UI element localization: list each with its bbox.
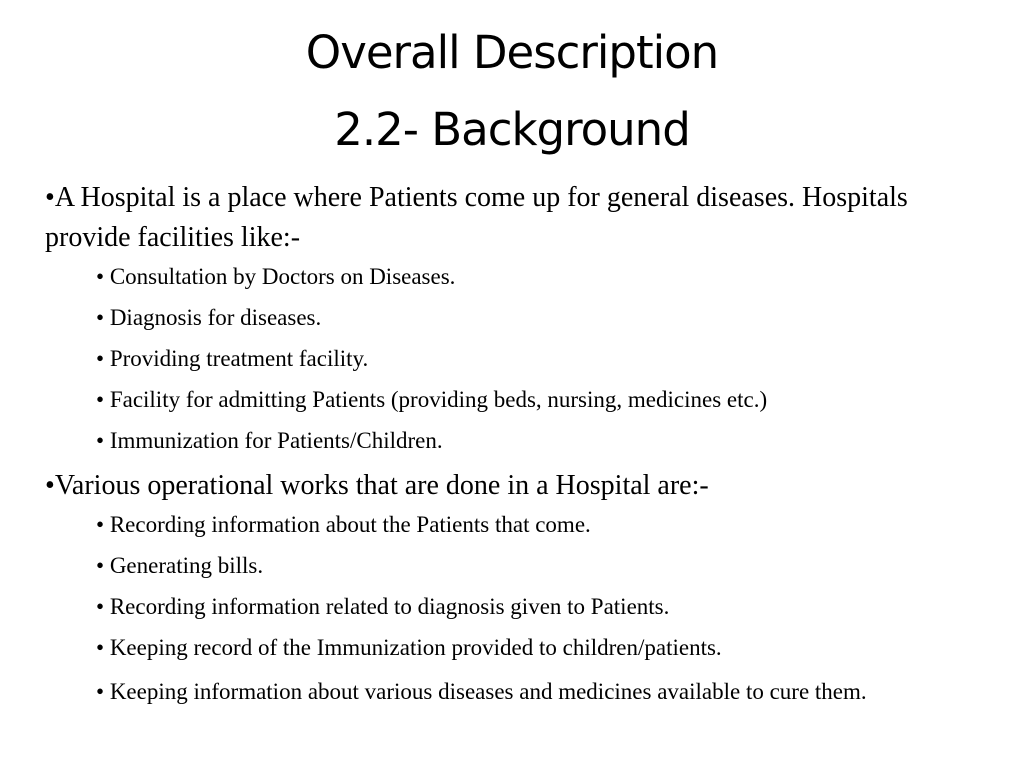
sub-bullet-marker: • bbox=[96, 264, 105, 289]
bullet-marker: • bbox=[45, 182, 55, 213]
sub-bullet-diagnosis bbox=[96, 301, 981, 335]
sub-bullet-text: Providing treatment facility. bbox=[109, 346, 369, 371]
sub-bullet-marker: • bbox=[96, 305, 105, 330]
slide-title-block bbox=[0, 14, 1024, 169]
sub-bullet-admitting bbox=[96, 383, 981, 417]
sub-bullet-text: Diagnosis for diseases. bbox=[109, 305, 322, 330]
sub-bullet-marker: • bbox=[96, 679, 105, 704]
sub-bullet-text: Keeping information about various diseases and medicines available to cure them. bbox=[109, 679, 867, 704]
sub-bullet-text: Facility for admitting Patients (providing beds, nursing, medicines etc.) bbox=[109, 387, 768, 412]
sub-bullet-immunization bbox=[96, 424, 981, 458]
sub-bullet-text: Consultation by Doctors on Diseases. bbox=[109, 264, 456, 289]
sub-bullet-disease-medicine-info bbox=[96, 675, 981, 709]
sub-bullet-marker: • bbox=[96, 553, 105, 578]
sub-bullet-marker: • bbox=[96, 428, 105, 453]
slide-subtitle: 2.2- Background bbox=[334, 103, 690, 157]
sub-bullet-marker: • bbox=[96, 346, 105, 371]
sub-bullet-text: Keeping record of the Immunization provided to children/patients. bbox=[109, 635, 722, 660]
bullet-operational-works bbox=[45, 466, 995, 506]
sub-bullet-text: Recording information about the Patients that come. bbox=[109, 512, 591, 537]
sub-bullet-recording-patients bbox=[96, 508, 981, 542]
sub-bullet-consultation bbox=[96, 260, 981, 294]
sub-bullet-recording-diagnosis bbox=[96, 590, 981, 624]
sub-bullet-text: Generating bills. bbox=[109, 553, 264, 578]
slide-body bbox=[45, 178, 995, 716]
bullet-text: Various operational works that are done in a Hospital are:- bbox=[54, 470, 709, 501]
sub-bullet-treatment bbox=[96, 342, 981, 376]
sub-bullet-marker: • bbox=[96, 512, 105, 537]
slide-title: Overall Description bbox=[305, 26, 719, 79]
bullet-hospital-definition bbox=[45, 178, 995, 258]
sub-bullet-text: Recording information related to diagnosis given to Patients. bbox=[109, 594, 670, 619]
sub-bullet-marker: • bbox=[96, 387, 105, 412]
sub-bullet-text: Immunization for Patients/Children. bbox=[109, 428, 443, 453]
sub-bullet-immunization-record bbox=[96, 631, 981, 665]
sub-bullet-marker: • bbox=[96, 635, 105, 660]
bullet-text: A Hospital is a place where Patients come up for general diseases. Hospitals provide facilities like:- bbox=[45, 182, 908, 253]
bullet-marker: • bbox=[45, 470, 55, 501]
sub-bullet-generating-bills bbox=[96, 549, 981, 583]
sub-bullet-marker: • bbox=[96, 594, 105, 619]
